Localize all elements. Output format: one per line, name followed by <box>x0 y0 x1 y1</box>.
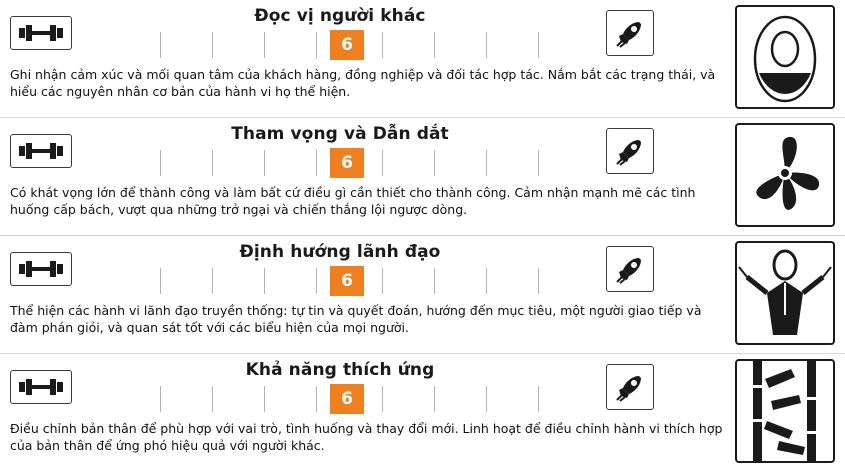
scale-tick <box>160 386 161 412</box>
card-title: Định hướng lãnh đạo <box>239 242 441 262</box>
scale-tick <box>212 150 213 176</box>
card-description: Điều chỉnh bản thân để phù hợp với vai trò, tình huống và thay đổi mới. Linh hoạt để điều chỉnh hành vi thích hợp của bản thân để ứng phó hiệu quả với người khác. <box>10 421 723 453</box>
card-title: Đọc vị người khác <box>254 6 426 26</box>
scale-tick <box>264 150 265 176</box>
competency-card <box>0 236 845 354</box>
score-scale <box>90 30 590 60</box>
rocket-icon <box>606 364 654 410</box>
card-header <box>0 118 845 184</box>
scale-tick <box>538 150 539 176</box>
scale-tick <box>434 32 435 58</box>
conductor-icon <box>735 241 835 345</box>
scale-tick <box>382 386 383 412</box>
card-description: Có khát vọng lớn để thành công và làm bất cứ điều gì cần thiết cho thành công. Cảm nhận mạnh mẽ các tình huống cấp bách, vượt qua những trở ngại và chiến thắng lội ngược dòng. <box>10 185 696 217</box>
scale-tick <box>538 268 539 294</box>
scale-tick <box>212 386 213 412</box>
scale-tick <box>382 268 383 294</box>
competency-card <box>0 0 845 118</box>
scale-tick <box>486 268 487 294</box>
scale-tick <box>434 386 435 412</box>
scale-tick <box>212 268 213 294</box>
scale-tick <box>486 150 487 176</box>
competency-card <box>0 354 845 472</box>
score-badge: 6 <box>330 30 364 60</box>
card-title: Khả năng thích ứng <box>245 360 435 380</box>
head-face-icon <box>735 5 835 109</box>
scale-tick <box>382 32 383 58</box>
dumbbell-icon <box>10 252 72 286</box>
bamboo-icon <box>735 359 835 463</box>
score-scale <box>90 148 590 178</box>
scale-tick <box>316 32 317 58</box>
score-badge: 6 <box>330 384 364 414</box>
card-title: Tham vọng và Dẫn dắt <box>231 124 449 144</box>
card-header <box>0 0 845 66</box>
scale-tick <box>264 32 265 58</box>
scale-tick <box>486 32 487 58</box>
propeller-icon <box>735 123 835 227</box>
scale-tick <box>160 32 161 58</box>
scale-tick <box>434 268 435 294</box>
scale-tick <box>316 268 317 294</box>
scale-tick <box>316 386 317 412</box>
scale-tick <box>160 268 161 294</box>
score-scale <box>90 266 590 296</box>
scale-tick <box>382 150 383 176</box>
scale-tick <box>264 268 265 294</box>
scale-tick <box>160 150 161 176</box>
rocket-icon <box>606 128 654 174</box>
scale-tick <box>538 386 539 412</box>
card-header <box>0 236 845 302</box>
competency-card <box>0 118 845 236</box>
scale-tick <box>486 386 487 412</box>
scale-tick <box>434 150 435 176</box>
dumbbell-icon <box>10 370 72 404</box>
card-header <box>0 354 845 420</box>
card-description: Ghi nhận cảm xúc và mối quan tâm của khách hàng, đồng nghiệp và đối tác hợp tác. Nắm bắt các trạng thái, và hiểu các nguyên nhân cơ bản của hành vi họ thể hiện. <box>10 67 716 99</box>
card-description: Thể hiện các hành vi lãnh đạo truyền thống: tự tin và quyết đoán, hướng đến mục tiêu, một người giao tiếp và đàm phán giỏi, và quan sát tốt với các biểu hiện của mọi người. <box>10 303 702 335</box>
dumbbell-icon <box>10 134 72 168</box>
scale-tick <box>212 32 213 58</box>
score-scale <box>90 384 590 414</box>
dumbbell-icon <box>10 16 72 50</box>
scale-tick <box>264 386 265 412</box>
scale-tick <box>538 32 539 58</box>
rocket-icon <box>606 10 654 56</box>
scale-tick <box>316 150 317 176</box>
rocket-icon <box>606 246 654 292</box>
score-badge: 6 <box>330 266 364 296</box>
score-badge: 6 <box>330 148 364 178</box>
